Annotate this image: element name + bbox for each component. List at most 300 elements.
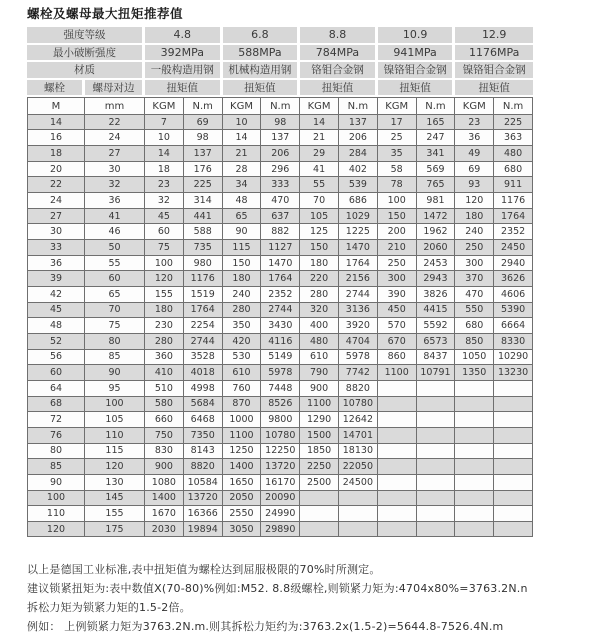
table-cell: 870 [223, 397, 262, 413]
table-cell [378, 522, 417, 538]
table-cell: 22 [27, 177, 85, 193]
table-cell: 27 [27, 209, 85, 225]
table-cell: 1225 [339, 224, 378, 240]
table-cell: 100 [27, 491, 85, 507]
table-cell: 3136 [339, 303, 378, 319]
table-cell: 5978 [339, 350, 378, 366]
table-cell: 480 [300, 334, 339, 350]
grade-row [27, 27, 533, 45]
table-cell: 9800 [261, 412, 300, 428]
table-cell: 45 [27, 303, 85, 319]
table-cell: 5592 [417, 318, 456, 334]
table-cell: 470 [455, 287, 494, 303]
table-cell [494, 397, 533, 413]
table-cell: 14 [223, 130, 262, 146]
table-cell: 30 [27, 224, 85, 240]
table-cell: 16170 [261, 475, 300, 491]
table-cell: 882 [261, 224, 300, 240]
table-cell: 1029 [339, 209, 378, 225]
table-cell: 14 [27, 115, 85, 131]
table-cell [339, 522, 378, 538]
table-cell [378, 397, 417, 413]
table-cell: 333 [261, 177, 300, 193]
table-cell: 98 [261, 115, 300, 131]
table-cell: 125 [300, 224, 339, 240]
table-cell: 8820 [339, 381, 378, 397]
table-cell: 341 [417, 146, 456, 162]
table-cell [494, 459, 533, 475]
table-cell: 7 [145, 115, 184, 131]
table-cell: 2744 [339, 287, 378, 303]
table-cell [417, 459, 456, 475]
table-cell [455, 381, 494, 397]
table-cell: 660 [145, 412, 184, 428]
nut-label-cell: 螺母对边 [85, 80, 145, 98]
table-cell: 110 [85, 428, 145, 444]
grade-cell: 8.8 [300, 27, 378, 45]
table-cell: 90 [85, 365, 145, 381]
table-cell: 4116 [261, 334, 300, 350]
table-cell: 180 [455, 209, 494, 225]
table-cell [417, 428, 456, 444]
table-cell: 24990 [261, 506, 300, 522]
table-cell: 28 [223, 162, 262, 178]
table-cell: 46 [85, 224, 145, 240]
table-cell: 120 [455, 193, 494, 209]
table-cell: 23 [145, 177, 184, 193]
table-cell: 240 [223, 287, 262, 303]
table-cell: 52 [27, 334, 85, 350]
table-cell [417, 506, 456, 522]
table-cell: 7350 [184, 428, 223, 444]
table-cell [417, 397, 456, 413]
table-cell: 1519 [184, 287, 223, 303]
table-cell: 250 [455, 240, 494, 256]
table-cell: 18 [145, 162, 184, 178]
table-cell: 2352 [494, 224, 533, 240]
table-cell: 75 [145, 240, 184, 256]
table-cell: 65 [85, 287, 145, 303]
bolt-label-cell: 螺栓 [27, 80, 85, 98]
table-cell: 900 [145, 459, 184, 475]
table-row [27, 287, 533, 303]
table-cell: 55 [300, 177, 339, 193]
table-row [27, 193, 533, 209]
unit-cell: KGM [378, 97, 417, 114]
table-cell: 22 [85, 115, 145, 131]
table-row [27, 397, 533, 413]
table-cell: 200 [378, 224, 417, 240]
table-cell [378, 475, 417, 491]
table-cell: 64 [27, 381, 85, 397]
unit-cell: KGM [145, 97, 184, 114]
table-cell: 36 [85, 193, 145, 209]
note-line: 例如： 上例锁紧力矩为3763.2N.m.则其拆松力矩约为:3763.2x(1.5-2)=5644.8-7526.4N.m [27, 620, 504, 634]
table-cell: 95 [85, 381, 145, 397]
table-cell: 3528 [184, 350, 223, 366]
table-cell: 350 [223, 318, 262, 334]
table-cell: 48 [27, 318, 85, 334]
table-cell: 10791 [417, 365, 456, 381]
table-cell: 2050 [223, 491, 262, 507]
table-row [27, 381, 533, 397]
table-row [27, 444, 533, 460]
table-cell [455, 506, 494, 522]
table-cell: 2030 [145, 522, 184, 538]
table-cell: 75 [85, 318, 145, 334]
table-cell: 539 [339, 177, 378, 193]
table-cell: 55 [85, 256, 145, 272]
table-cell: 165 [417, 115, 456, 131]
table-cell: 180 [223, 271, 262, 287]
table-cell [417, 412, 456, 428]
table-cell: 280 [145, 334, 184, 350]
strength-cell: 941MPa [378, 45, 456, 63]
table-row [27, 130, 533, 146]
table-row [27, 475, 533, 491]
table-cell: 42 [27, 287, 85, 303]
table-cell: 10584 [184, 475, 223, 491]
table-cell: 1350 [455, 365, 494, 381]
table-cell: 115 [223, 240, 262, 256]
strength-row [27, 45, 533, 63]
table-cell: 18130 [339, 444, 378, 460]
table-row [27, 303, 533, 319]
table-cell [378, 428, 417, 444]
table-cell: 980 [184, 256, 223, 272]
table-cell: 300 [455, 256, 494, 272]
table-cell: 90 [223, 224, 262, 240]
table-cell [417, 381, 456, 397]
table-cell: 637 [261, 209, 300, 225]
table-cell: 680 [455, 318, 494, 334]
table-cell [378, 491, 417, 507]
table-cell [378, 444, 417, 460]
table-cell: 93 [455, 177, 494, 193]
grade-cell: 10.9 [378, 27, 456, 45]
table-row [27, 459, 533, 475]
table-cell [494, 444, 533, 460]
table-cell: 860 [378, 350, 417, 366]
table-cell: 36 [455, 130, 494, 146]
table-cell: 250 [378, 256, 417, 272]
table-cell: 18 [27, 146, 85, 162]
table-cell [300, 506, 339, 522]
table-cell [455, 412, 494, 428]
table-cell: 58 [378, 162, 417, 178]
table-cell: 480 [494, 146, 533, 162]
unit-cell: N.m [417, 97, 456, 114]
table-cell: 137 [339, 115, 378, 131]
table-cell: 100 [145, 256, 184, 272]
table-cell: 137 [184, 146, 223, 162]
table-cell: 69 [455, 162, 494, 178]
table-cell: 4415 [417, 303, 456, 319]
table-cell: 80 [27, 444, 85, 460]
table-cell: 45 [145, 209, 184, 225]
table-cell: 2940 [494, 256, 533, 272]
table-cell: 30 [85, 162, 145, 178]
table-cell: 80 [85, 334, 145, 350]
table-row [27, 271, 533, 287]
table-cell: 5390 [494, 303, 533, 319]
table-cell: 4018 [184, 365, 223, 381]
table-cell [378, 412, 417, 428]
table-cell: 16366 [184, 506, 223, 522]
table-cell: 3826 [417, 287, 456, 303]
material-cell: 镍铬钼合金钢 [378, 62, 456, 80]
table-body [27, 115, 533, 538]
table-cell: 21 [300, 130, 339, 146]
material-label-cell: 材质 [27, 62, 145, 80]
table-cell: 41 [85, 209, 145, 225]
table-cell: 35 [378, 146, 417, 162]
table-cell: 24 [27, 193, 85, 209]
table-cell [417, 491, 456, 507]
table-cell: 20090 [261, 491, 300, 507]
table-cell: 98 [184, 130, 223, 146]
table-cell: 12250 [261, 444, 300, 460]
unit-cell: M [27, 97, 85, 114]
table-cell: 1127 [261, 240, 300, 256]
table-cell: 5978 [261, 365, 300, 381]
table-cell: 13720 [184, 491, 223, 507]
table-cell: 900 [300, 381, 339, 397]
table-cell: 34 [223, 177, 262, 193]
table-cell: 10290 [494, 350, 533, 366]
units-row [27, 97, 533, 114]
table-cell: 320 [300, 303, 339, 319]
table-cell: 420 [223, 334, 262, 350]
note-line: 建议锁紧扭矩为:表中数值X(70-80)%例如:M52. 8.8级螺栓,则锁紧力矩为:4704x80%=3763.2N.n [27, 582, 528, 596]
table-cell: 3920 [339, 318, 378, 334]
table-cell [494, 506, 533, 522]
table-cell: 3430 [261, 318, 300, 334]
table-cell: 510 [145, 381, 184, 397]
table-cell: 76 [27, 428, 85, 444]
table-cell [494, 491, 533, 507]
table-cell: 6468 [184, 412, 223, 428]
table-cell [494, 475, 533, 491]
table-cell: 36 [27, 256, 85, 272]
table-cell: 78 [378, 177, 417, 193]
table-cell: 145 [85, 491, 145, 507]
table-cell: 280 [223, 303, 262, 319]
table-cell: 296 [261, 162, 300, 178]
table-cell [455, 444, 494, 460]
table-cell: 90 [27, 475, 85, 491]
table-cell: 21 [223, 146, 262, 162]
table-cell: 60 [27, 365, 85, 381]
table-cell: 6664 [494, 318, 533, 334]
footnotes [27, 560, 616, 636]
table-cell: 1250 [223, 444, 262, 460]
table-cell: 680 [494, 162, 533, 178]
table-cell: 1650 [223, 475, 262, 491]
table-cell: 402 [339, 162, 378, 178]
unit-cell: KGM [455, 97, 494, 114]
unit-cell: KGM [300, 97, 339, 114]
torque-table [27, 27, 533, 537]
table-cell: 569 [417, 162, 456, 178]
table-cell: 570 [378, 318, 417, 334]
table-cell: 7742 [339, 365, 378, 381]
table-cell: 8526 [261, 397, 300, 413]
table-cell: 24 [85, 130, 145, 146]
table-cell: 68 [27, 397, 85, 413]
table-cell: 13720 [261, 459, 300, 475]
table-cell: 1472 [417, 209, 456, 225]
table-cell: 2744 [184, 334, 223, 350]
table-cell: 2352 [261, 287, 300, 303]
table-row [27, 522, 533, 538]
table-row [27, 318, 533, 334]
table-cell: 12642 [339, 412, 378, 428]
table-cell: 550 [455, 303, 494, 319]
table-cell [494, 428, 533, 444]
table-cell: 2453 [417, 256, 456, 272]
table-cell: 760 [223, 381, 262, 397]
table-cell: 115 [85, 444, 145, 460]
table-cell: 790 [300, 365, 339, 381]
table-cell: 280 [300, 287, 339, 303]
table-cell: 470 [261, 193, 300, 209]
table-cell: 85 [85, 350, 145, 366]
table-cell: 155 [145, 287, 184, 303]
table-cell: 1100 [300, 397, 339, 413]
table-cell [378, 459, 417, 475]
table-cell: 225 [184, 177, 223, 193]
table-cell: 69 [184, 115, 223, 131]
table-row [27, 162, 533, 178]
table-row [27, 115, 533, 131]
torque-value-label-cell: 扭矩值 [145, 80, 223, 98]
table-cell [300, 491, 339, 507]
table-cell: 150 [223, 256, 262, 272]
unit-cell: N.m [494, 97, 533, 114]
table-cell: 120 [85, 459, 145, 475]
material-cell: 机械构造用钢 [223, 62, 301, 80]
table-cell: 32 [85, 177, 145, 193]
table-cell [378, 381, 417, 397]
table-cell: 1080 [145, 475, 184, 491]
table-cell: 981 [417, 193, 456, 209]
table-cell: 247 [417, 130, 456, 146]
table-row [27, 365, 533, 381]
table-cell: 85 [27, 459, 85, 475]
grade-cell: 12.9 [455, 27, 533, 45]
table-cell: 441 [184, 209, 223, 225]
note-line: 拆松力矩为锁紧力矩的1.5-2倍。 [27, 601, 191, 615]
table-cell: 2156 [339, 271, 378, 287]
table-cell: 72 [27, 412, 85, 428]
table-cell: 41 [300, 162, 339, 178]
table-cell: 610 [223, 365, 262, 381]
table-cell: 5684 [184, 397, 223, 413]
torque-value-label-cell: 扭矩值 [300, 80, 378, 98]
table-cell: 1470 [339, 240, 378, 256]
strength-label-cell: 最小破断强度 [27, 45, 145, 63]
table-cell: 588 [184, 224, 223, 240]
material-cell: 铬钼合金钢 [300, 62, 378, 80]
table-cell [455, 397, 494, 413]
table-cell: 735 [184, 240, 223, 256]
table-row [27, 177, 533, 193]
table-row [27, 209, 533, 225]
torque-label-row [27, 80, 533, 98]
table-cell: 314 [184, 193, 223, 209]
table-cell: 363 [494, 130, 533, 146]
table-cell: 50 [85, 240, 145, 256]
table-cell: 300 [378, 271, 417, 287]
table-cell: 14 [145, 146, 184, 162]
table-row [27, 334, 533, 350]
table-cell: 1290 [300, 412, 339, 428]
material-cell: 镍铬钼合金钢 [455, 62, 533, 80]
table-cell: 1470 [261, 256, 300, 272]
table-row [27, 256, 533, 272]
table-cell: 8820 [184, 459, 223, 475]
table-cell: 10 [145, 130, 184, 146]
table-cell: 240 [455, 224, 494, 240]
table-cell: 4998 [184, 381, 223, 397]
table-cell: 150 [300, 240, 339, 256]
table-cell: 105 [85, 412, 145, 428]
table-cell: 390 [378, 287, 417, 303]
table-row [27, 491, 533, 507]
table-cell: 1000 [223, 412, 262, 428]
table-cell: 580 [145, 397, 184, 413]
table-cell: 56 [27, 350, 85, 366]
torque-value-label-cell: 扭矩值 [455, 80, 533, 98]
table-cell: 32 [145, 193, 184, 209]
unit-cell: KGM [223, 97, 262, 114]
table-cell: 110 [27, 506, 85, 522]
table-cell: 16 [27, 130, 85, 146]
unit-cell: N.m [184, 97, 223, 114]
table-cell: 137 [261, 130, 300, 146]
table-cell: 370 [455, 271, 494, 287]
table-cell: 2550 [223, 506, 262, 522]
table-cell: 180 [145, 303, 184, 319]
table-cell: 14 [300, 115, 339, 131]
table-cell [455, 428, 494, 444]
table-row [27, 240, 533, 256]
table-cell: 8143 [184, 444, 223, 460]
unit-cell: N.m [261, 97, 300, 114]
table-cell: 60 [145, 224, 184, 240]
table-cell: 530 [223, 350, 262, 366]
table-cell: 10 [223, 115, 262, 131]
table-cell: 175 [85, 522, 145, 538]
table-cell: 750 [145, 428, 184, 444]
strength-cell: 1176MPa [455, 45, 533, 63]
table-cell: 2500 [300, 475, 339, 491]
strength-cell: 588MPa [223, 45, 301, 63]
table-cell: 150 [378, 209, 417, 225]
table-cell: 29 [300, 146, 339, 162]
table-cell: 27 [85, 146, 145, 162]
table-row [27, 412, 533, 428]
table-cell: 8330 [494, 334, 533, 350]
table-cell [494, 522, 533, 538]
note-line: 以上是德国工业标准,表中扭矩值为螺栓达到屈服极限的70%时所测定。 [27, 563, 381, 577]
table-cell: 70 [85, 303, 145, 319]
table-cell: 176 [184, 162, 223, 178]
table-cell: 2060 [417, 240, 456, 256]
table-cell: 155 [85, 506, 145, 522]
table-row [27, 350, 533, 366]
